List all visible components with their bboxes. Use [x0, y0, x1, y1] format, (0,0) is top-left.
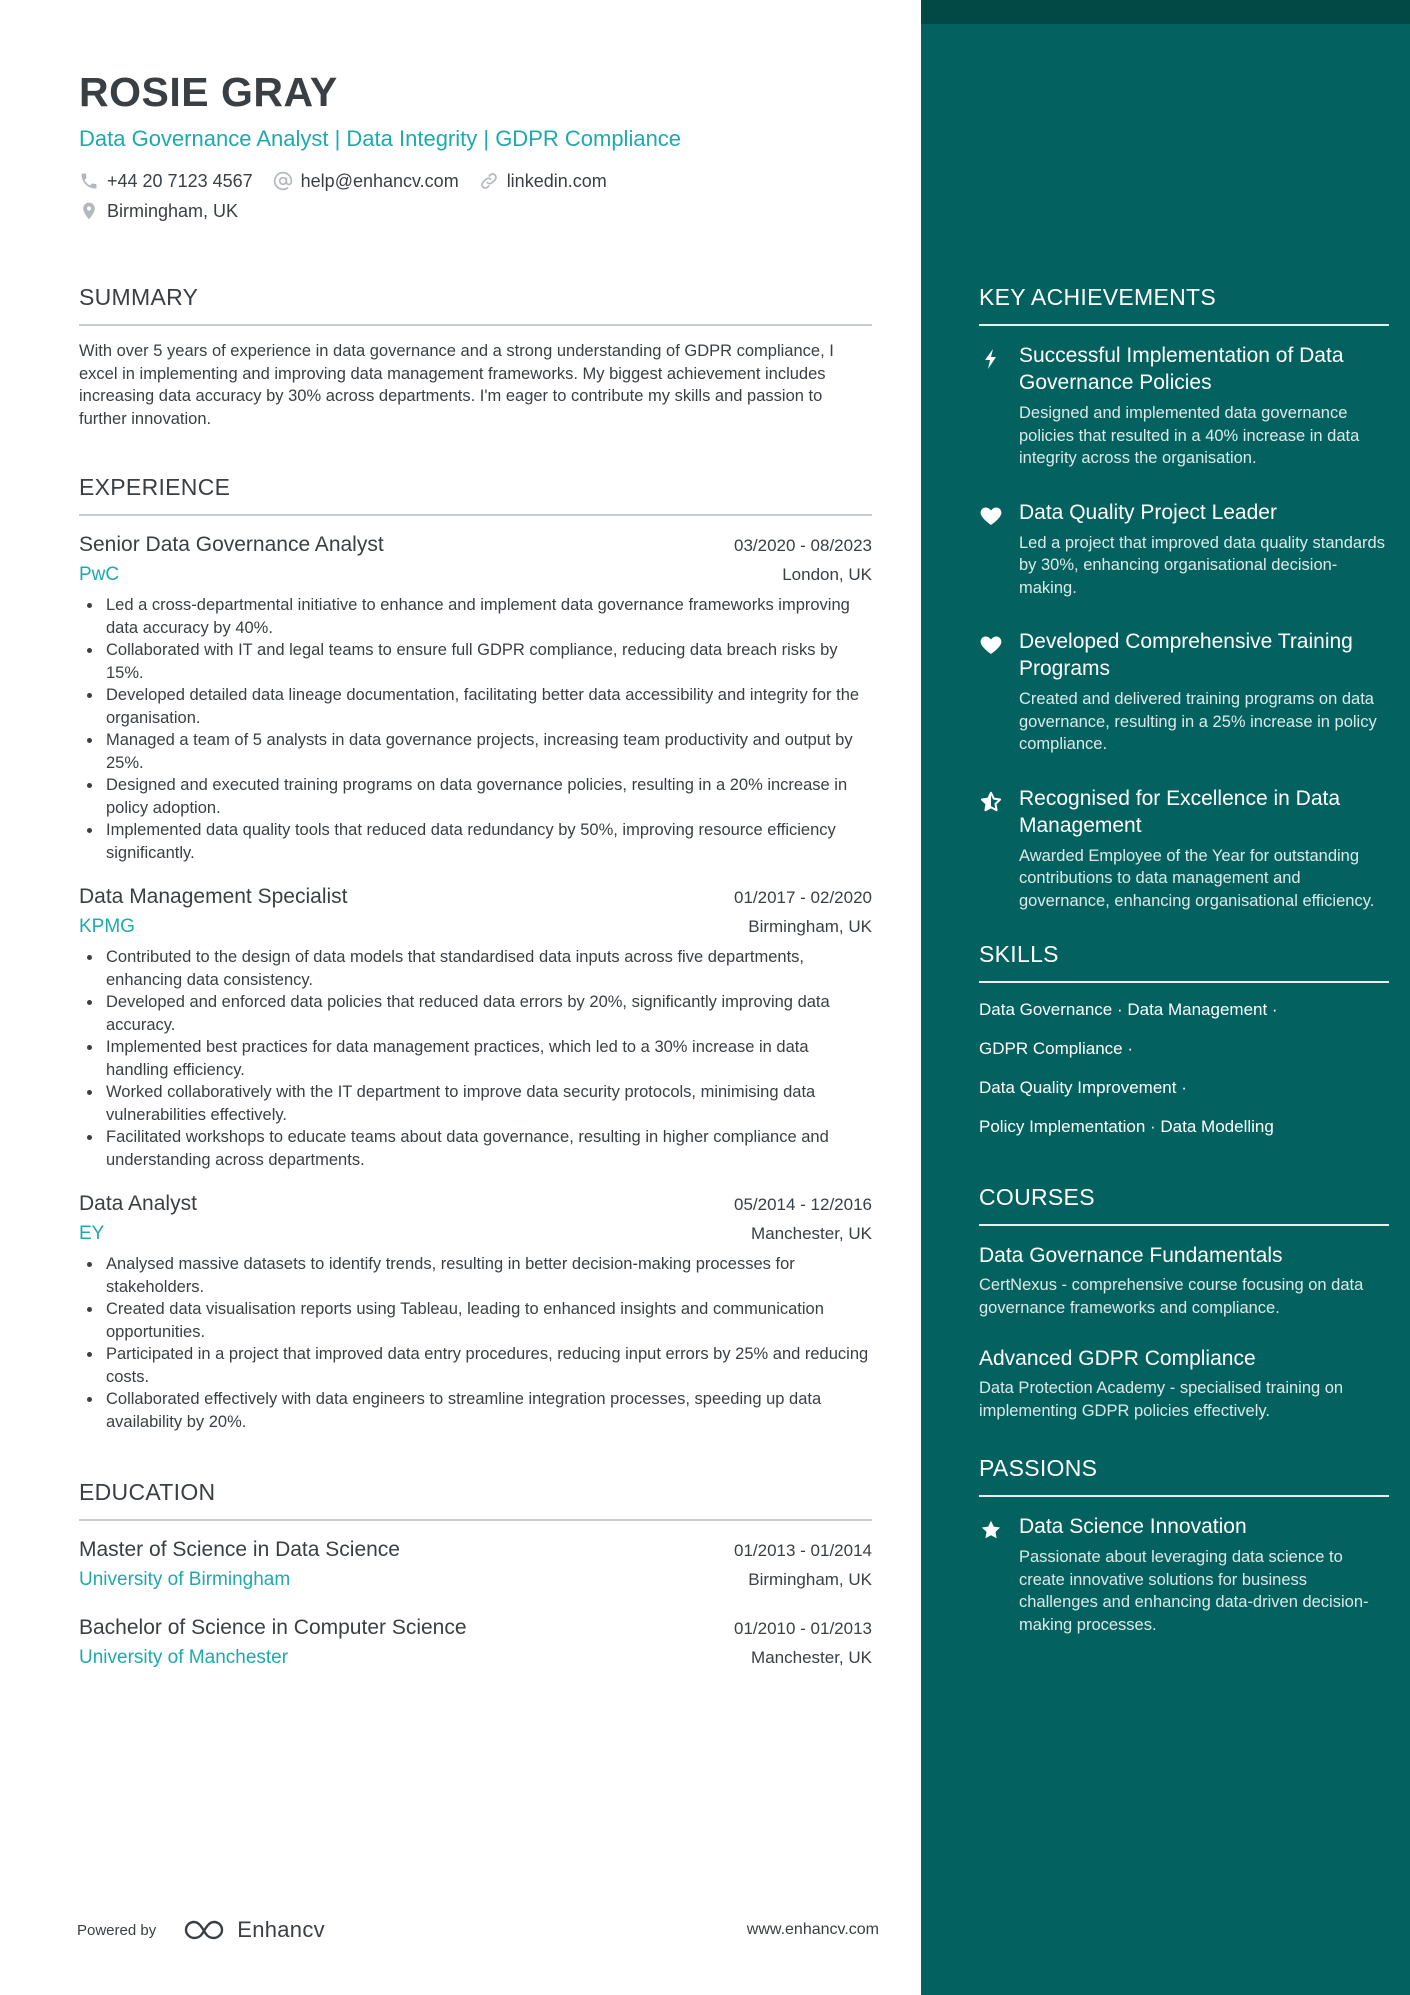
- course-item: [979, 1242, 1389, 1319]
- job-location: London, UK: [782, 565, 872, 584]
- bullet-item: Designed and executed training programs on data governance policies, resulting in a 20% increase in policy adoption.: [79, 774, 872, 819]
- passion-item: [979, 1513, 1389, 1636]
- school-location: Manchester, UK: [751, 1648, 872, 1667]
- course-title: Data Governance Fundamentals: [979, 1244, 1283, 1267]
- section-title: PASSIONS: [979, 1455, 1389, 1497]
- linkedin-link: linkedin.com: [506, 170, 607, 191]
- job-dates: 05/2014 - 12/2016: [733, 1195, 872, 1214]
- section-title: EDUCATION: [79, 1479, 872, 1521]
- course-item: [979, 1345, 1389, 1422]
- achievement-title: Developed Comprehensive Training Programs: [1019, 630, 1353, 680]
- achievement-title: Recognised for Excellence in Data Management: [1019, 786, 1341, 837]
- website-link[interactable]: www.enhancv.com: [746, 1921, 879, 1938]
- bullet-item: Implemented best practices for data management practices, which led to a 30% increase in data handling efficiency.: [79, 1036, 872, 1081]
- job-role: Senior Data Governance Analyst: [79, 533, 384, 556]
- courses-section: [979, 1184, 1389, 1422]
- job-entry: [79, 530, 872, 864]
- achievement-title: Data Quality Project Leader: [1019, 500, 1277, 524]
- job-location: Manchester, UK: [751, 1224, 872, 1243]
- passions-section: [979, 1455, 1389, 1636]
- skill-line: Data Governance · Data Management ·: [979, 1000, 1278, 1019]
- achievement-item: [979, 785, 1389, 913]
- job-dates: 01/2017 - 02/2020: [733, 888, 872, 907]
- degree-name: Bachelor of Science in Computer Science: [79, 1616, 467, 1639]
- skill-line: GDPR Compliance ·: [979, 1039, 1133, 1058]
- bullet-item: Analysed massive datasets to identify trends, resulting in better decision-making processes for stakeholders.: [79, 1253, 872, 1298]
- job-bullets: [79, 594, 872, 864]
- main-column: [79, 66, 872, 1673]
- job-bullets: [79, 946, 872, 1171]
- school-location: Birmingham, UK: [748, 1570, 872, 1589]
- phone-contact[interactable]: [79, 171, 253, 192]
- phone-icon: [79, 171, 107, 191]
- education-dates: 01/2013 - 01/2014: [733, 1541, 872, 1560]
- bullet-item: Developed and enforced data policies that reduced data errors by 20%, significantly improving data accuracy.: [79, 991, 872, 1036]
- heart-icon: [979, 499, 1019, 600]
- bullet-item: Collaborated with IT and legal teams to ensure full GDPR compliance, reducing data breach risks by 15%.: [79, 639, 872, 684]
- candidate-name: ROSIE GRAY: [79, 69, 338, 115]
- contact-info: [79, 166, 872, 226]
- powered-by: [77, 1917, 325, 1943]
- sidebar: [921, 0, 1410, 1995]
- skill-line: Policy Implementation · Data Modelling: [979, 1117, 1274, 1136]
- passion-title: Data Science Innovation: [1019, 1515, 1247, 1538]
- location-text: Birmingham, UK: [107, 200, 239, 221]
- job-entry: [79, 882, 872, 1171]
- heart-icon: [979, 628, 1019, 756]
- education-entry: [79, 1613, 872, 1673]
- company-name: PwC: [79, 564, 120, 585]
- linkedin-contact[interactable]: [479, 171, 607, 192]
- email-address: help@enhancv.com: [300, 170, 459, 191]
- job-entry: [79, 1189, 872, 1433]
- experience-section: [79, 474, 872, 1433]
- achievement-description: Created and delivered training programs on data governance, resulting in a 25% increase in policy compliance.: [1019, 690, 1377, 753]
- section-title: COURSES: [979, 1184, 1389, 1226]
- achievement-description: Led a project that improved data quality standards by 30%, enhancing organisational decision-making.: [1019, 533, 1385, 597]
- lightning-icon: [979, 342, 1019, 470]
- footer: [77, 1912, 879, 1948]
- company-name: KPMG: [79, 916, 135, 937]
- phone-number: +44 20 7123 4567: [107, 170, 253, 191]
- star-outline-icon: [979, 785, 1019, 913]
- passion-description: Passionate about leveraging data science to create innovative solutions for business challenges and enhancing data-driven decision-making processes.: [1019, 1548, 1369, 1634]
- section-title: SUMMARY: [79, 284, 872, 326]
- degree-name: Master of Science in Data Science: [79, 1538, 400, 1561]
- course-description: CertNexus - comprehensive course focusing on data governance frameworks and compliance.: [979, 1276, 1364, 1317]
- bullet-item: Led a cross-departmental initiative to enhance and implement data governance frameworks improving data accuracy by 40%.: [79, 594, 872, 639]
- bullet-item: Implemented data quality tools that reduced data redundancy by 50%, improving resource efficiency significantly.: [79, 819, 872, 864]
- school-name: University of Manchester: [79, 1647, 289, 1668]
- achievement-description: Awarded Employee of the Year for outstanding contributions to data management and governance, enhancing organisational efficiency.: [1019, 846, 1375, 910]
- powered-by-label: Powered by: [77, 1921, 157, 1939]
- tagline: Data Governance Analyst | Data Integrity | GDPR Compliance: [79, 126, 682, 151]
- school-name: University of Birmingham: [79, 1569, 291, 1590]
- bullet-item: Managed a team of 5 analysts in data governance projects, increasing team productivity and output by 25%.: [79, 729, 872, 774]
- course-title: Advanced GDPR Compliance: [979, 1347, 1256, 1370]
- contact-row: [79, 166, 872, 196]
- course-description: Data Protection Academy - specialised training on implementing GDPR policies effectively.: [979, 1379, 1344, 1420]
- job-location: Birmingham, UK: [748, 917, 872, 936]
- summary-text: With over 5 years of experience in data governance and a strong understanding of GDPR compliance, I excel in implementing and improving data management frameworks. My biggest achievement includes increasing data accuracy by 30% across departments. I'm eager to contribute my skills and passion to further innovation.: [79, 342, 834, 428]
- section-title: EXPERIENCE: [79, 474, 872, 516]
- bullet-item: Developed detailed data lineage documentation, facilitating better data accessibility and integrity for the organisation.: [79, 684, 872, 729]
- achievement-item: [979, 342, 1389, 470]
- enhancv-logo-icon: [182, 1917, 228, 1943]
- bullet-item: Contributed to the design of data models that standardised data inputs across five departments, enhancing data consistency.: [79, 946, 872, 991]
- bullet-item: Worked collaboratively with the IT department to improve data security protocols, minimising data vulnerabilities effectively.: [79, 1081, 872, 1126]
- job-dates: 03/2020 - 08/2023: [733, 536, 872, 555]
- email-contact[interactable]: [273, 171, 459, 192]
- company-name: EY: [79, 1223, 105, 1244]
- contact-row: [79, 196, 872, 226]
- location-contact: [79, 201, 238, 222]
- bullet-item: Facilitated workshops to educate teams about data governance, resulting in higher compliance and understanding across departments.: [79, 1126, 872, 1171]
- location-pin-icon: [79, 201, 107, 221]
- section-title: SKILLS: [979, 941, 1389, 983]
- achievement-item: [979, 499, 1389, 600]
- enhancv-brand-name: Enhancv: [237, 1917, 325, 1942]
- job-role: Data Analyst: [79, 1192, 197, 1215]
- bullet-item: Created data visualisation reports using Tableau, leading to enhanced insights and communication opportunities.: [79, 1298, 872, 1343]
- enhancv-logo[interactable]: [182, 1917, 325, 1943]
- job-role: Data Management Specialist: [79, 885, 348, 908]
- sidebar-top-band: [921, 0, 1410, 24]
- education-dates: 01/2010 - 01/2013: [733, 1619, 872, 1638]
- achievement-title: Successful Implementation of Data Governance Policies: [1019, 344, 1344, 394]
- education-entry: [79, 1535, 872, 1595]
- achievement-description: Designed and implemented data governance policies that resulted in a 40% increase in data integrity across the organisation.: [1019, 404, 1360, 467]
- skills-section: [979, 941, 1389, 1138]
- achievement-item: [979, 628, 1389, 756]
- sidebar-content: [979, 284, 1389, 1665]
- job-bullets: [79, 1253, 872, 1433]
- section-title: KEY ACHIEVEMENTS: [979, 284, 1389, 326]
- at-sign-icon: [273, 171, 301, 191]
- summary-section: [79, 284, 872, 430]
- link-icon: [479, 171, 507, 191]
- bullet-item: Collaborated effectively with data engineers to streamline integration processes, speeding up data availability by 20%.: [79, 1388, 872, 1433]
- education-section: [79, 1479, 872, 1673]
- star-icon: [979, 1513, 1019, 1636]
- bullet-item: Participated in a project that improved data entry procedures, reducing input errors by 25% and reducing costs.: [79, 1343, 872, 1388]
- skill-line: Data Quality Improvement ·: [979, 1078, 1187, 1097]
